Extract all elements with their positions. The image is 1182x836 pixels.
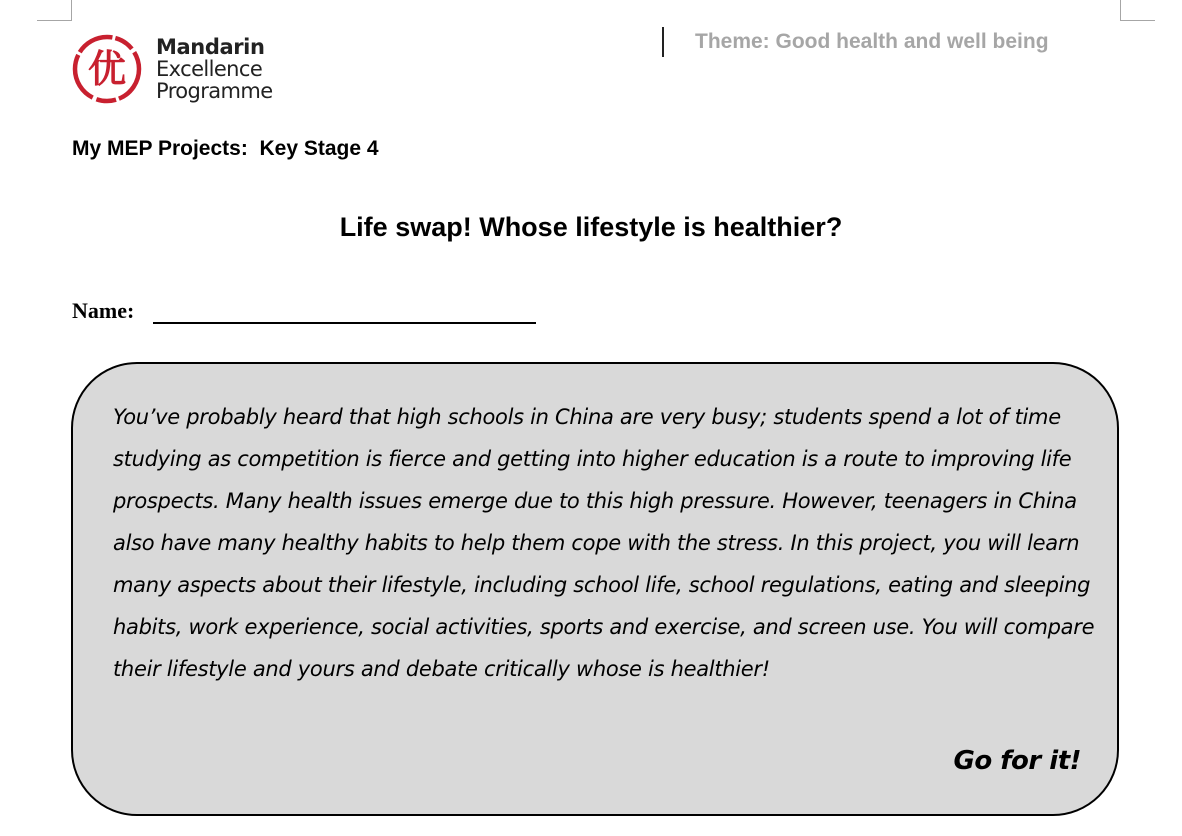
crop-mark-top-right <box>1120 0 1155 21</box>
mandarin-character-seal-icon <box>72 34 142 104</box>
name-label: Name: <box>72 298 135 323</box>
mep-logo <box>72 34 282 106</box>
intro-paragraph: You’ve probably heard that high schools in China are very busy; students spend a lot of time studying as competition is fierce and getting into higher education is a route to improving life prospects. Many health issues emerge due to this high pressure. However, teenagers in China also have many healthy habits to help them cope with the stress. In this project, you will learn many aspects about their lifestyle, including school life, school regulations, eating and sleeping habits, work experience, social activities, sports and exercise, and screen use. You will compare their lifestyle and yours and debate critically whose is healthier! <box>113 405 1095 681</box>
logo-wordmark <box>156 36 273 102</box>
key-stage-heading: My MEP Projects: Key Stage 4 <box>72 137 379 160</box>
logo-line-excellence: Excellence <box>156 57 263 81</box>
crop-mark-top-left <box>37 0 72 21</box>
intro-box <box>71 362 1119 816</box>
theme-heading: Theme: Good health and well being <box>695 30 1049 53</box>
page-title: Life swap! Whose lifestyle is healthier? <box>339 212 843 242</box>
name-field-line[interactable] <box>153 322 536 324</box>
header-divider <box>662 27 664 57</box>
logo-line-mandarin: Mandarin <box>156 35 265 59</box>
logo-line-programme: Programme <box>156 79 273 103</box>
svg-text:优: 优 <box>87 47 127 91</box>
go-for-it-text: Go for it! <box>953 746 1081 776</box>
